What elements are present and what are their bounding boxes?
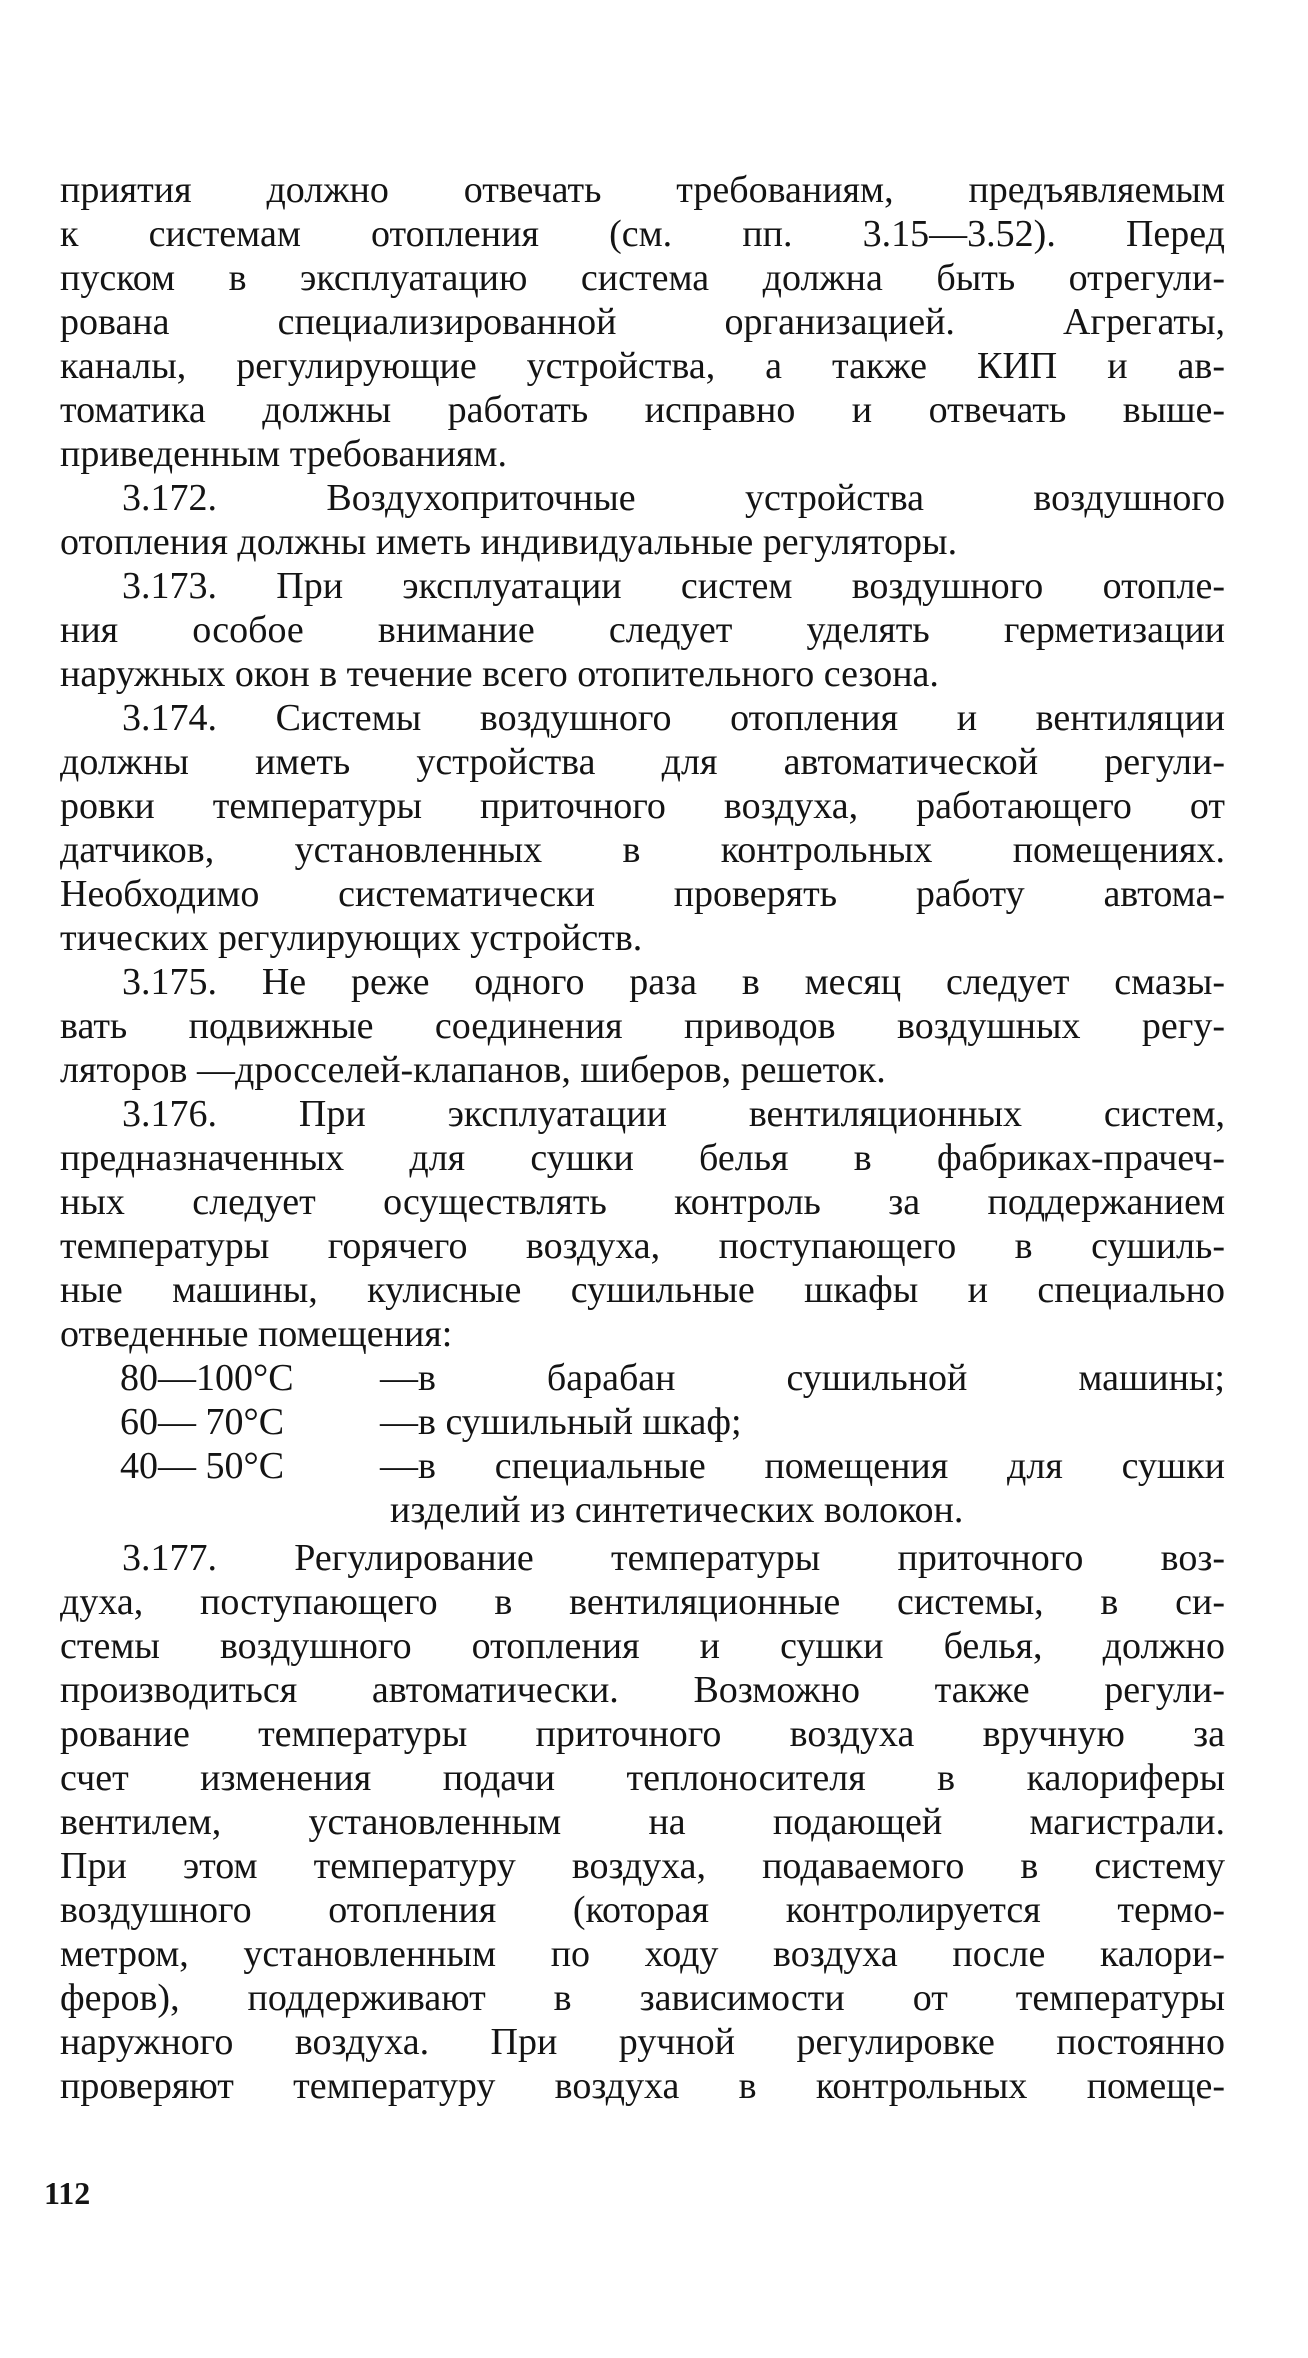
text-line: производиться автоматически. Возможно также регули- [60,1669,1225,1711]
paragraph-3-174 [60,696,1225,960]
text-line: 3.176. При эксплуатации вентиляционных систем, [122,1093,1225,1135]
temperature-item [60,1400,1225,1444]
text-line: 3.172. Воздухоприточные устройства воздушного [122,477,1225,519]
text-line: тических регулирующих устройств. [60,917,643,959]
temperature-description: —в сушильный шкаф; [380,1401,742,1443]
temperature-list [60,1356,1225,1532]
text-line: рована специализированной организацией. Агрегаты, [60,301,1225,343]
text-line: приведенным требованиям. [60,433,507,475]
paragraph-3-176 [60,1092,1225,1356]
text-line: пуском в эксплуатацию система должна быть отрегули- [60,257,1225,299]
text-line: 3.173. При эксплуатации систем воздушного отопле- [122,565,1225,607]
text-line: воздушного отопления (которая контролируется термо- [60,1889,1225,1931]
page-number: 112 [44,2175,91,2211]
text-line: При этом температуру воздуха, подаваемого в систему [60,1845,1225,1887]
temperature-continuation: изделий из синтетических волокон. [390,1489,964,1531]
intro-paragraph [60,168,1225,476]
temperature-range: 80—100°С [120,1357,294,1399]
text-line: предназначенных для сушки белья в фабриках-прачеч- [60,1137,1225,1179]
text-line: вать подвижные соединения приводов воздушных регу- [60,1005,1225,1047]
paragraph-3-172 [60,476,1225,564]
text-line: 3.177. Регулирование температуры приточного воз- [122,1537,1225,1579]
paragraph-3-175 [60,960,1225,1092]
text-line: температуры горячего воздуха, поступающего в сушиль- [60,1225,1225,1267]
text-line: 3.175. Не реже одного раза в месяц следует смазы- [122,961,1225,1003]
text-line: ных следует осуществлять контроль за поддержанием [60,1181,1225,1223]
text-line: ровки температуры приточного воздуха, работающего от [60,785,1225,827]
text-line: рование температуры приточного воздуха вручную за [60,1713,1225,1755]
temperature-range: 60— 70°С [120,1401,285,1443]
text-line: отведенные помещения: [60,1313,453,1355]
text-line: ляторов —дросселей-клапанов, шиберов, решеток. [60,1049,886,1091]
paragraph-3-177 [60,1536,1225,2108]
text-line: к системам отопления (см. пп. 3.15—3.52). Перед [60,213,1225,255]
paragraph-3-173 [60,564,1225,696]
text-line: датчиков, установленных в контрольных помещениях. [60,829,1225,871]
text-line: 3.174. Системы воздушного отопления и вентиляции [122,697,1225,739]
text-line: отопления должны иметь индивидуальные регуляторы. [60,521,958,563]
text-line: наружных окон в течение всего отопительного сезона. [60,653,939,695]
text-line: духа, поступающего в вентиляционные системы, в си- [60,1581,1225,1623]
text-line: приятия должно отвечать требованиям, предъявляемым [60,169,1225,211]
temperature-item [60,1356,1225,1400]
text-line: каналы, регулирующие устройства, а также КИП и ав- [60,345,1225,387]
temperature-item [60,1444,1225,1488]
body-text [60,168,1225,2108]
text-line: томатика должны работать исправно и отвечать выше- [60,389,1225,431]
text-line: феров), поддерживают в зависимости от температуры [60,1977,1225,2019]
text-line: Необходимо систематически проверять работу автома- [60,873,1225,915]
text-line: ные машины, кулисные сушильные шкафы и специально [60,1269,1225,1311]
text-line: проверяют температуру воздуха в контрольных помеще- [60,2065,1225,2107]
temperature-description: —в специальные помещения для сушки [380,1445,1225,1487]
text-line: должны иметь устройства для автоматической регули- [60,741,1225,783]
text-line: метром, установленным по ходу воздуха после калори- [60,1933,1225,1975]
text-line: стемы воздушного отопления и сушки белья, должно [60,1625,1225,1667]
text-line: ния особое внимание следует уделять герметизации [60,609,1225,651]
text-line: счет изменения подачи теплоносителя в калориферы [60,1757,1225,1799]
text-line: наружного воздуха. При ручной регулировке постоянно [60,2021,1225,2063]
text-line: вентилем, установленным на подающей магистрали. [60,1801,1225,1843]
temperature-description: —в барабан сушильной машины; [380,1357,1225,1399]
temperature-range: 40— 50°С [120,1445,285,1487]
